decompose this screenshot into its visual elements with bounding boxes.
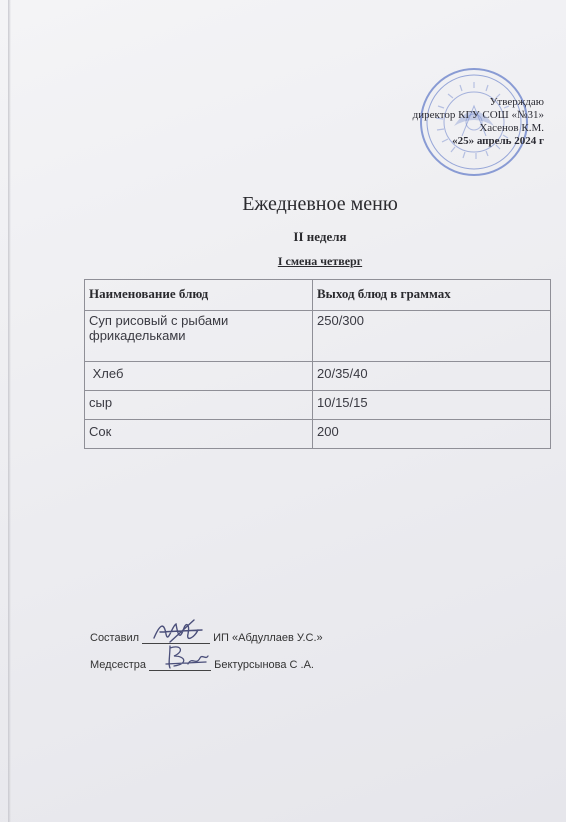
dish-name-cell: сыр (85, 391, 313, 420)
portion-weight-cell: 250/300 (313, 311, 551, 362)
paper-edge (8, 0, 11, 822)
nurse-signature (162, 642, 212, 672)
portion-weight-cell: 20/35/40 (313, 362, 551, 391)
approval-date: «25» апрель 2024 г (452, 135, 544, 147)
dish-name-cell: Хлеб (85, 362, 313, 391)
approval-block (374, 96, 544, 148)
document-title: Ежедневное меню (242, 193, 398, 215)
table-row (85, 391, 551, 420)
week-label: II неделя (293, 229, 347, 244)
table-row (85, 362, 551, 391)
nurse-label: Медсестра (90, 659, 146, 671)
dish-name-cell: Суп рисовый с рыбами фрикадельками (85, 311, 313, 362)
composed-by-name: ИП «Абдуллаев У.С.» (213, 632, 323, 644)
portion-weight-cell: 10/15/15 (313, 391, 551, 420)
table-header-row (85, 280, 551, 311)
dish-name-cell: Сок (85, 420, 313, 449)
approval-line-3: Хасенов К.М. (479, 122, 544, 134)
header-portion-weight: Выход блюд в граммах (313, 280, 551, 311)
menu-table (84, 279, 551, 449)
nurse-name: Бектурсынова С .А. (214, 659, 314, 671)
table-row (85, 420, 551, 449)
table-row (85, 311, 551, 362)
composed-by-label: Составил (90, 632, 140, 644)
approval-line-1: Утверждаю (489, 96, 544, 108)
approval-line-2: директор КГУ СОШ «№31» (412, 109, 544, 121)
shift-label: I смена четверг (277, 254, 363, 268)
portion-weight-cell: 200 (313, 420, 551, 449)
header-dish-name: Наименование блюд (85, 280, 313, 311)
